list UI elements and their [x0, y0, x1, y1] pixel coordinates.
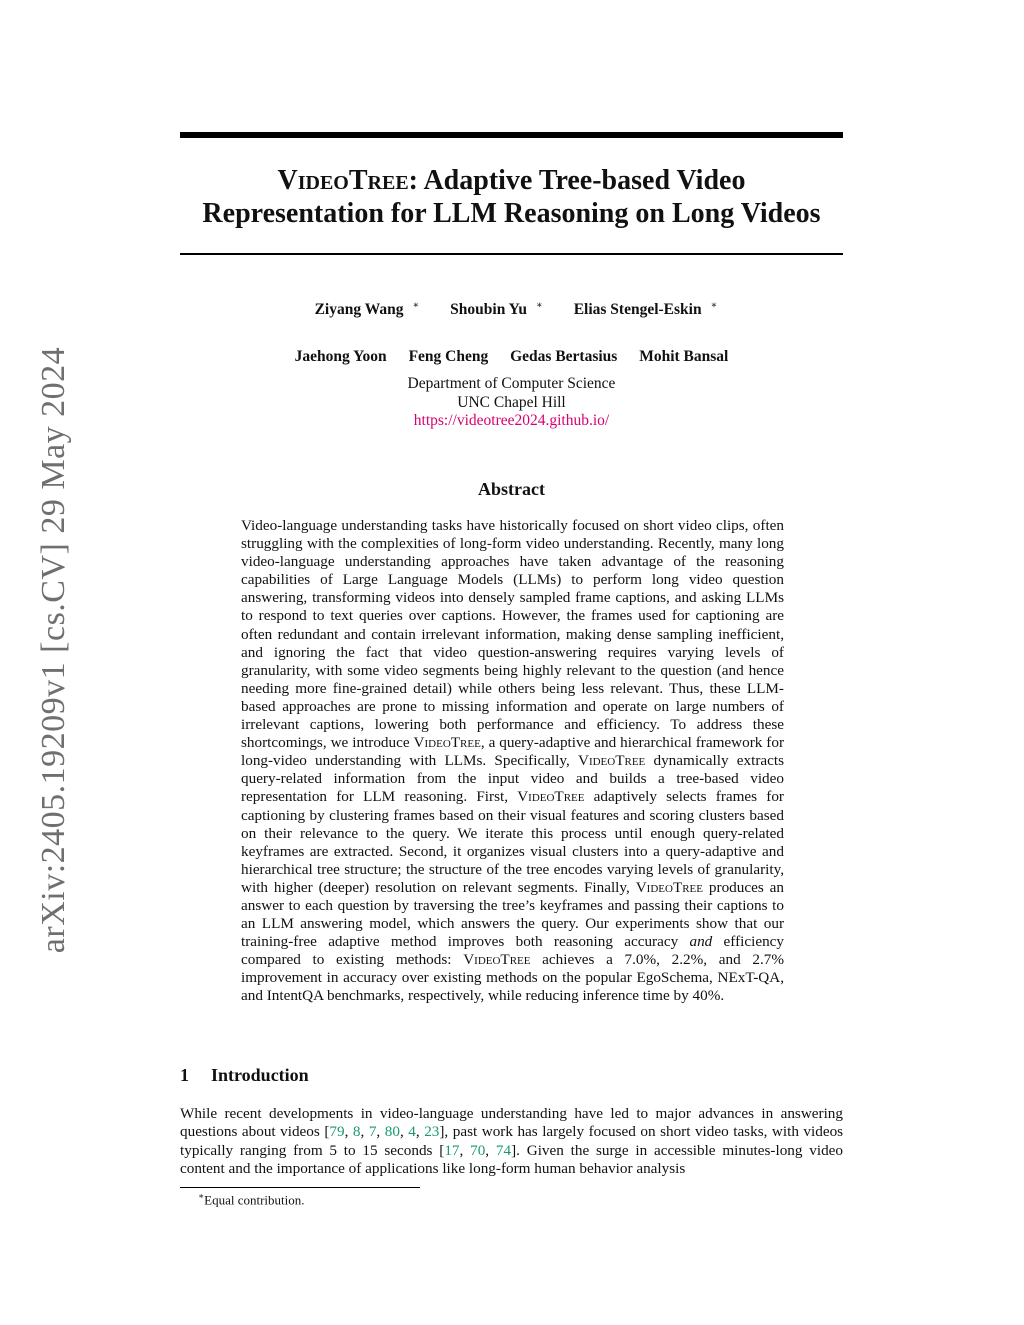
footnote: ∗Equal contribution. [198, 1191, 305, 1208]
citation-link[interactable]: 4 [408, 1123, 416, 1141]
section-title: Introduction [211, 1065, 309, 1085]
institution: UNC Chapel Hill [457, 393, 566, 411]
author: Shoubin Yu ∗ [450, 300, 543, 319]
system-name: VideoTree [463, 951, 531, 969]
emphasis: and [689, 933, 713, 951]
intro-paragraph: While recent developments in video-language understanding have led to major advances in answering questions about videos [79, 8, 7, 80, 4, 23], past work has largely focused on short video tasks, with videos typically ranging from 5 to 15 seconds [17, 70, 74]. Given the surge in accessible minutes-long video content and the importance of applications like long-form human behavior analysis [180, 1105, 844, 1177]
citation-link[interactable]: 17 [444, 1141, 460, 1159]
footnote-rule [180, 1187, 420, 1188]
title-line2: Representation for LLM Reasoning on Long Videos [202, 198, 821, 229]
author: Mohit Bansal [639, 348, 729, 365]
author: Gedas Bertasius [510, 348, 618, 365]
author: Jaehong Yoon [294, 348, 387, 365]
author-list-row2 [180, 348, 843, 366]
project-url-link[interactable]: https://videotree2024.github.io/ [413, 412, 610, 429]
citation-link[interactable]: 79 [329, 1123, 345, 1141]
citation-link[interactable]: 7 [368, 1123, 377, 1141]
citation-link[interactable]: 80 [384, 1123, 400, 1141]
title-top-rule [180, 132, 843, 138]
author: Elias Stengel-Eskin ∗ [573, 300, 718, 319]
title-bottom-rule [180, 253, 843, 255]
title-system-name: VideoTree [277, 165, 409, 196]
author-list-row1 [180, 300, 843, 319]
author: Feng Cheng [408, 348, 489, 365]
author: Ziyang Wang ∗ [314, 300, 420, 319]
system-name: VideoTree [577, 752, 646, 770]
section-number: 1 [180, 1065, 189, 1085]
citation-link[interactable]: 23 [424, 1123, 440, 1141]
affiliation [180, 375, 843, 431]
abstract-heading: Abstract [478, 479, 545, 499]
citation-link[interactable]: 70 [470, 1141, 486, 1159]
citation-link[interactable]: 74 [495, 1141, 512, 1159]
citation-link[interactable]: 8 [352, 1123, 361, 1141]
department: Department of Computer Science [407, 375, 616, 392]
arxiv-identifier-stamp: arXiv:2405.19209v1 [cs.CV] 29 May 2024 [35, 346, 72, 954]
system-name: VideoTree [517, 788, 585, 806]
paper-title [180, 164, 843, 230]
title-line1: : Adaptive Tree-based Video [408, 165, 746, 196]
abstract-body: Video-language understanding tasks have historically focused on short video clips, often struggling with the complexities of long-form video understanding. Recently, many long video-language understanding approaches have taken advantage of the reasoning capabilities of Large Language Models (LLMs) to perform long video question answering, transforming videos into densely sampled frame captions, and asking LLMs to respond to text queries over captions. However, the frames used for captioning are often redundant and contain irrelevant information, making dense sampling inefficient, and ignoring the fact that video question-answering requires varying levels of granularity, with some video segments being highly relevant to the question (and hence needing more fine-grained detail) while others being less relevant. Thus, these LLM-based approaches are prone to missing information and operate on large numbers of irrelevant captions, lowering both performance and efficiency. To address these shortcomings, we introduce VideoTree, a query-adaptive and hierarchical framework for long-video understanding with LLMs. Specifically, VideoTree dynamically extracts query-related information from the input video and builds a tree-based video representation for LLM reasoning. First, VideoTree adaptively selects frames for captioning by clustering frames based on their visual features and scoring clusters based on their relevance to the query. We iterate this process until enough query-related keyframes are extracted. Second, it organizes visual clusters into a query-adaptive and hierarchical tree structure; the structure of the tree encodes varying levels of granularity, with higher (deeper) resolution on relevant segments. Finally, VideoTree produces an answer to each question by traversing the tree’s keyframes and passing their captions to an LLM answering model, which answers the query. Our experiments show that our training-free adaptive method improves both reasoning accuracy and efficiency compared to existing methods: VideoTree achieves a 7.0%, 2.2%, and 2.7% improvement in accuracy over existing methods on the popular EgoSchema, NExT-QA, and IntentQA benchmarks, respectively, while reducing inference time by 40%. [241, 517, 785, 1005]
system-name: VideoTree [635, 878, 703, 896]
section-heading [180, 1065, 309, 1086]
system-name: VideoTree [413, 734, 481, 752]
